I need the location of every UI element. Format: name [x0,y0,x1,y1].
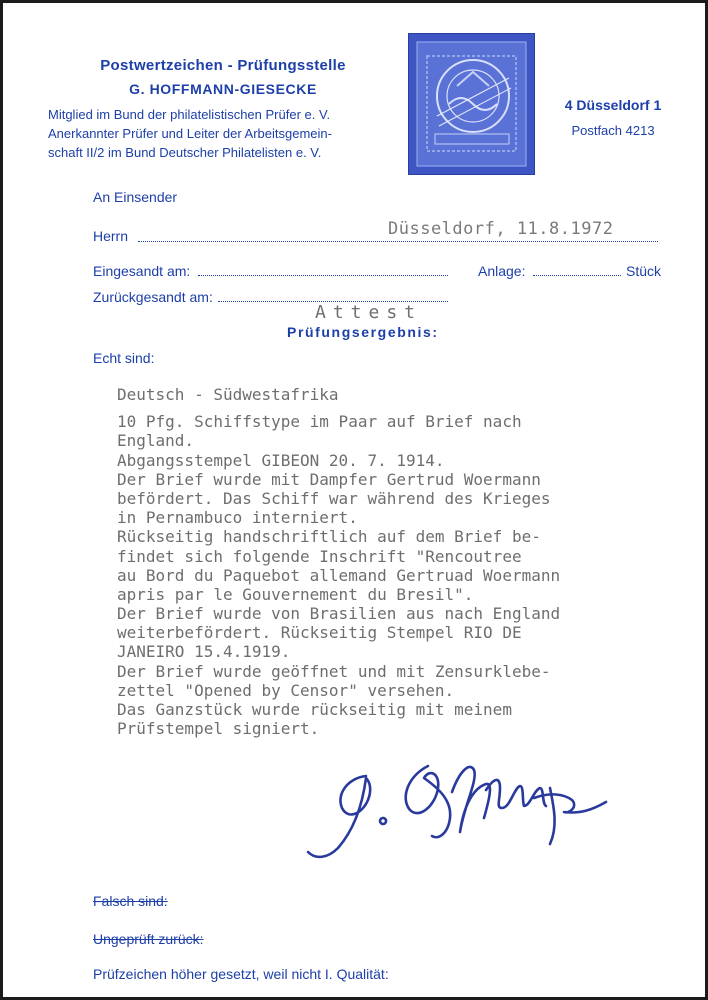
body-line: weiterbefördert. Rückseitig Stempel RIO DE [117,623,522,643]
an-einsender-label: An Einsender [93,189,178,205]
body-line: Rückseitig handschriftlich auf dem Brief be- [117,527,541,547]
body-line: apris par le Gouvernement du Bresil". [117,584,474,604]
membership-line-1: Mitglied im Bund der philatelistischen Prüfer e. V. [48,107,331,122]
certificate-body [117,385,702,738]
postbox-address: Postfach 4213 [571,123,655,138]
pruefungsergebnis-heading: Prüfungsergebnis: [287,324,439,340]
anlage-dotted-line [533,275,621,276]
body-line: 10 Pfg. Schiffstype im Paar auf Brief nach [117,412,522,432]
ungeprueft-zurueck-label: Ungeprüft zurück: [93,931,204,947]
handwritten-signature [288,748,618,868]
membership-line-3: schaft II/2 im Bund Deutscher Philatelisten e. V. [48,145,322,160]
body-line: au Bord du Paquebot allemand Gertruad Woermann [117,565,561,585]
body-line: in Pernambuco interniert. [117,508,358,528]
body-line: Deutsch - Südwestafrika [117,385,339,404]
herrn-label: Herrn [93,228,129,244]
body-line: Prüfstempel signiert. [117,719,320,739]
certificate-date: Düsseldorf, 11.8.1972 [388,219,614,239]
city-address: 4 Düsseldorf 1 [564,97,662,113]
examiner-name: G. HOFFMANN-GIESECKE [129,81,317,97]
body-line: Abgangsstempel GIBEON 20. 7. 1914. [117,450,445,470]
echt-sind-label: Echt sind: [93,350,155,366]
body-line: findet sich folgende Inschrift "Rencoutree [117,546,522,566]
zurueckgesandt-label: Zurückgesandt am: [93,289,213,305]
falsch-sind-label: Falsch sind: [93,893,168,909]
body-line: zettel "Opened by Censor" versehen. [117,680,455,700]
body-line: JANEIRO 15.4.1919. [117,642,291,662]
office-name: Postwertzeichen - Prüfungsstelle [100,57,346,74]
membership-line-2: Anerkannter Prüfer und Leiter der Arbeitsgemein- [48,126,332,141]
anlage-label: Anlage: [478,263,526,279]
body-line: befördert. Das Schiff war während des Krieges [117,488,551,508]
stueck-label: Stück [626,263,662,279]
body-line: Der Brief wurde von Brasilien aus nach England [117,604,561,624]
body-line: Der Brief wurde mit Dampfer Gertrud Woermann [117,469,541,489]
body-line: Das Ganzstück wurde rückseitig mit meinem [117,700,512,719]
body-line: Der Brief wurde geöffnet und mit Zensurklebe- [117,661,551,681]
attest-heading: Attest [315,302,423,323]
eingesandt-dotted-line [198,275,448,276]
herrn-dotted-line [138,241,658,242]
pruefzeichen-note: Prüfzeichen höher gesetzt, weil nicht I. Qualität: [93,966,389,982]
eingesandt-label: Eingesandt am: [93,263,191,279]
body-line: England. [117,431,195,451]
postage-stamp-image [408,33,535,175]
